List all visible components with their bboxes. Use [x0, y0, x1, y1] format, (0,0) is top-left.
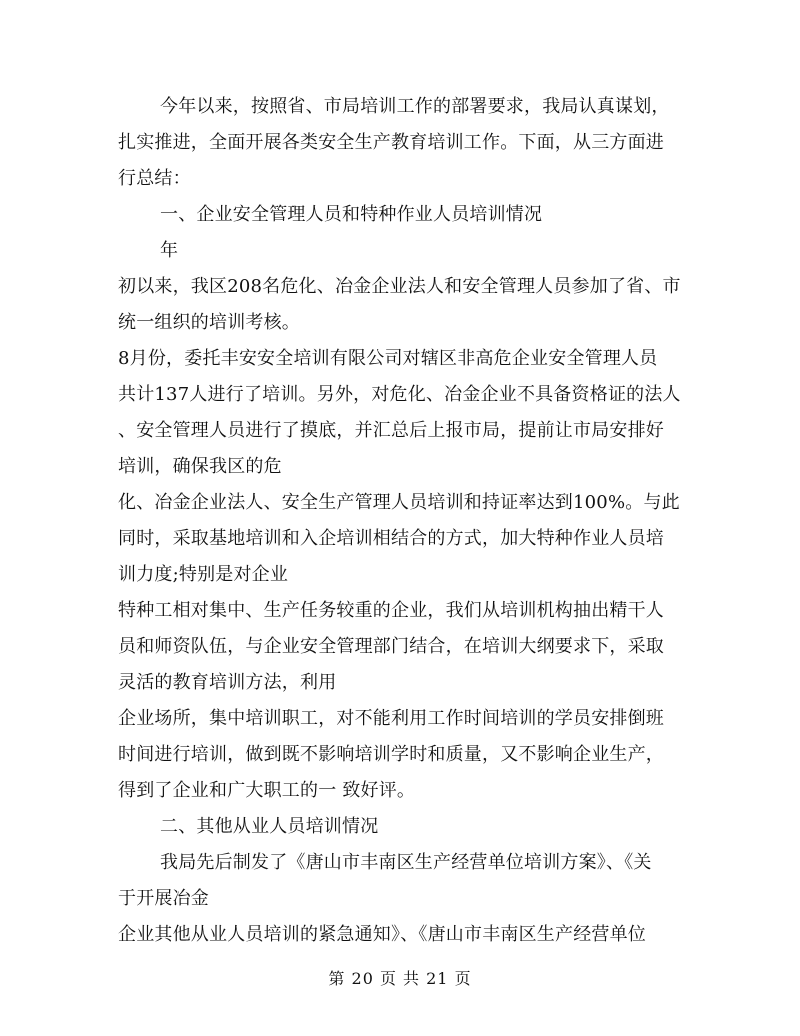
paragraph-line: 统一组织的培训考核。 [118, 312, 300, 333]
paragraph-line: 得到了企业和广大职工的一 致好评。 [118, 780, 416, 801]
paragraph-line: 训力度;特别是对企业 [118, 564, 289, 585]
paragraph-line: 行总结： [118, 168, 191, 189]
paragraph-line: 于开展冶金 [118, 888, 209, 909]
section-heading: 一、企业安全管理人员和特种作业人员培训情况 [160, 204, 543, 225]
paragraph-line: 时间进行培训，做到既不影响培训学时和质量，又不影响企业生产， [118, 744, 664, 765]
paragraph-line: 企业其他从业人员培训的紧急通知》、《唐山市丰南区生产经营单位 [118, 924, 646, 945]
paragraph-line: 同时，采取基地培训和入企培训相结合的方式，加大特种作业人员培 [118, 528, 664, 549]
paragraph-line: 年 [160, 240, 179, 261]
paragraph-line: 企业场所，集中培训职工，对不能利用工作时间培训的学员安排倒班 [118, 708, 664, 729]
paragraph-line: 8月份，委托丰安安全培训有限公司对辖区非高危企业安全管理人员 [118, 348, 658, 369]
section-heading: 二、其他从业人员培训情况 [160, 816, 379, 837]
paragraph-line: 培训，确保我区的危 [118, 456, 282, 477]
paragraph-line: 员和师资队伍，与企业安全管理部门结合，在培训大纲要求下，采取 [118, 636, 664, 657]
paragraph-line: 我局先后制发了《唐山市丰南区生产经营单位培训方案》、《关 [160, 852, 652, 873]
paragraph-line: 扎实推进，全面开展各类安全生产教育培训工作。下面，从三方面进 [118, 132, 664, 153]
page-number-footer: 第 20 页 共 21 页 [328, 969, 472, 988]
paragraph-line: 、安全管理人员进行了摸底，并汇总后上报市局，提前让市局安排好 [118, 420, 664, 441]
paragraph-line: 共计137人进行了培训。另外，对危化、冶金企业不具备资格证的法人 [118, 384, 681, 405]
paragraph-line: 特种工相对集中、生产任务较重的企业，我们从培训机构抽出精干人 [118, 600, 664, 621]
paragraph-line: 初以来，我区208名危化、冶金企业法人和安全管理人员参加了省、市 [118, 276, 681, 297]
paragraph-line: 化、冶金企业法人、安全生产管理人员培训和持证率达到100%。与此 [118, 492, 680, 513]
paragraph-line: 今年以来，按照省、市局培训工作的部署要求，我局认真谋划， [160, 96, 670, 117]
paragraph-line: 灵活的教育培训方法，利用 [118, 672, 337, 693]
